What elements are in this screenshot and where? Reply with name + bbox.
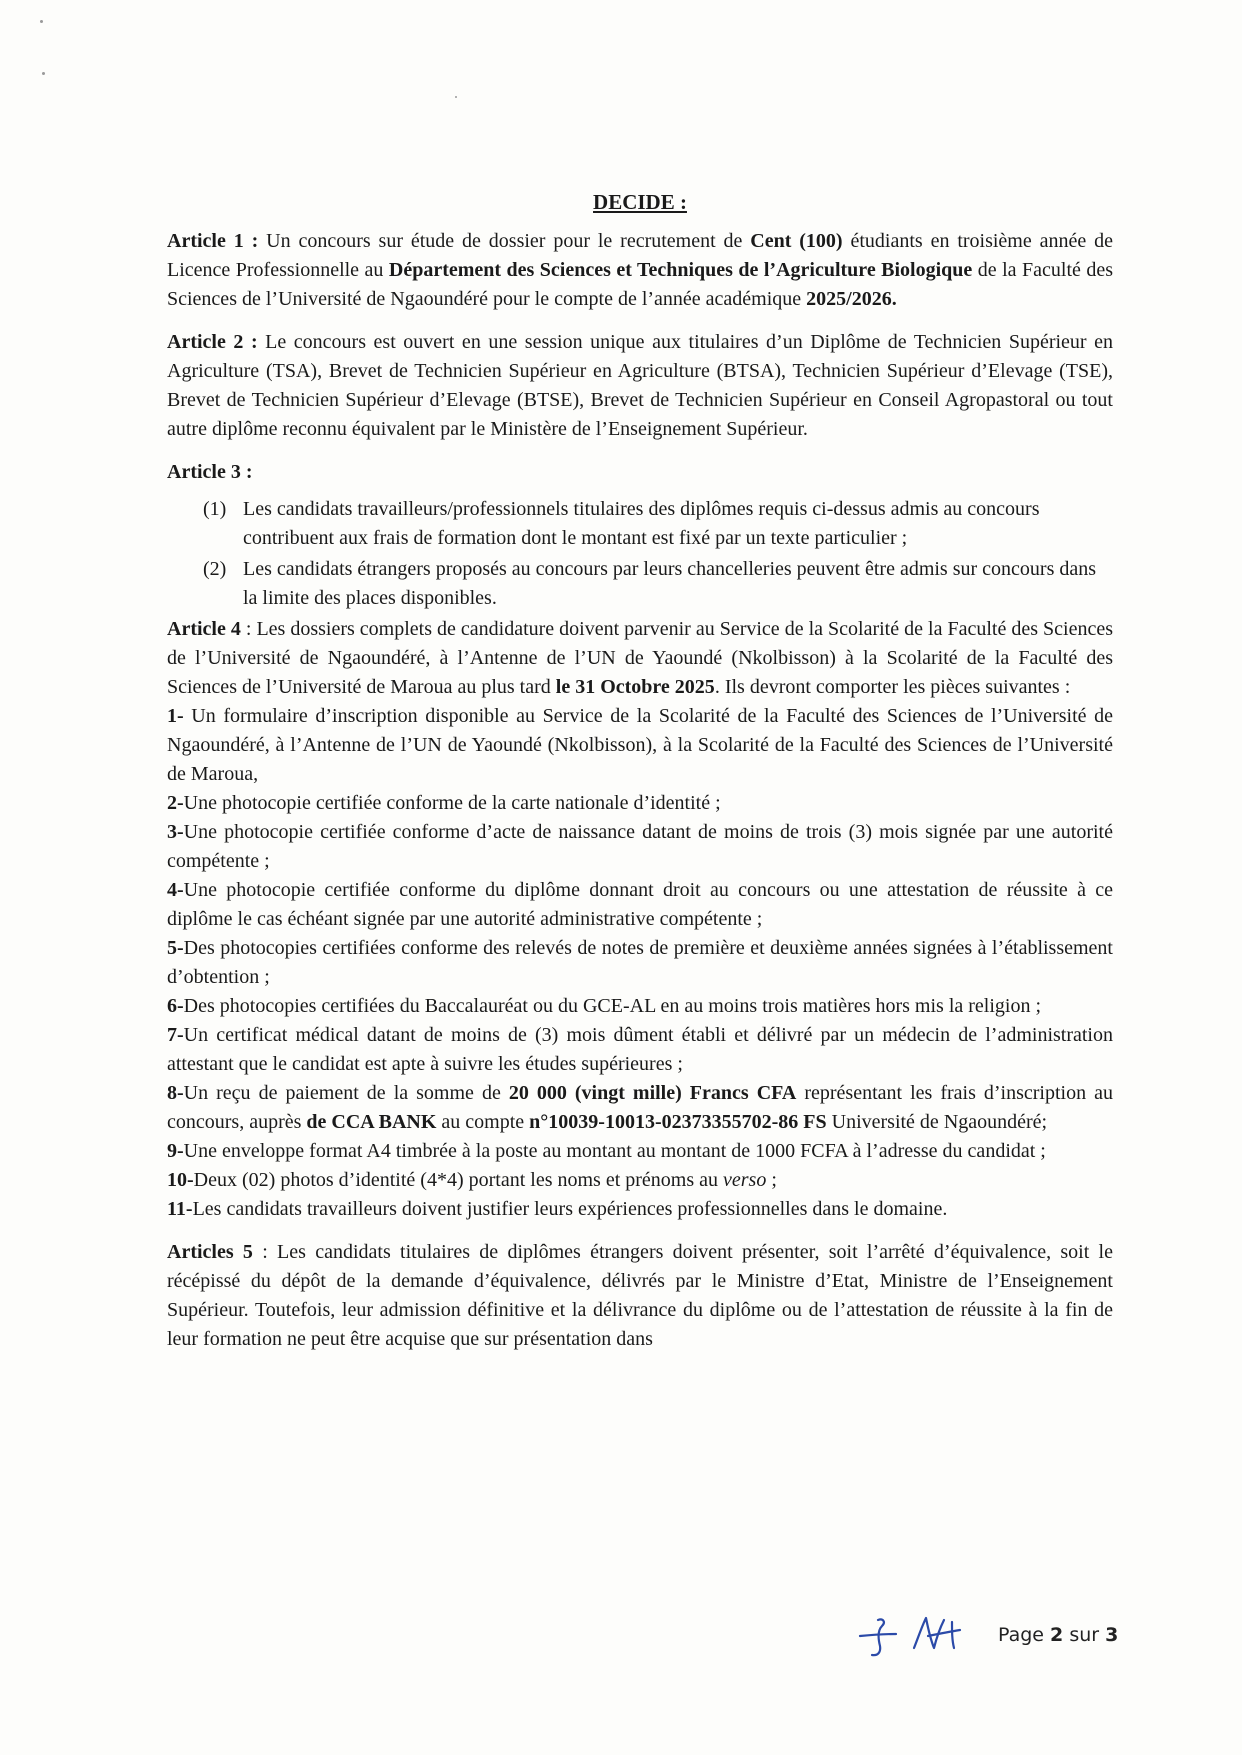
piece-item: 2-Une photocopie certifiée conforme de la carte nationale d’identité ; (167, 792, 721, 814)
scan-speck (40, 20, 43, 23)
list-item: (2) Les candidats étrangers proposés au concours par leurs chancelleries peuvent être admis sur concours dans la limite des places disponibles. (203, 558, 1097, 609)
piece-item: 11-Les candidats travailleurs doivent justifier leurs expériences professionnelles dans le domaine. (167, 1198, 948, 1220)
piece-item: 10-Deux (02) photos d’identité (4*4) portant les noms et prénoms au verso ; (167, 1169, 777, 1191)
scan-speck (42, 72, 45, 75)
article-3-heading (167, 458, 1113, 487)
article-4: Article 4 : Les dossiers complets de candidature doivent parvenir au Service de la Scolarité de la Faculté des Sciences de l’Université de Ngaoundéré, à l’Antenne de l’UN de Yaoundé (Nkolbisson) à la Scolarité de la Faculté des Sciences de l’Université de Maroua au plus tard le 31 Octobre 2025. Ils devront comporter les pièces suivantes : (167, 618, 1113, 698)
article-3-label: Article 3 : (167, 461, 253, 483)
page-footer (848, 1608, 1118, 1664)
piece-item: 7-Un certificat médical datant de moins de (3) mois dûment établi et délivré par un médecin de l’administration attestant que le candidat est apte à suivre les études supérieures ; (167, 1024, 1113, 1075)
list-item: (1) Les candidats travailleurs/professionnels titulaires des diplômes requis ci-dessus admis au concours contribuent aux frais de formation dont le montant est fixé par un texte particulier ; (203, 498, 1040, 549)
piece-item: 4-Une photocopie certifiée conforme du diplôme donnant droit au concours ou une attestation de réussite à ce diplôme le cas échéant signée par une autorité administrative compétente ; (167, 879, 1113, 930)
article-5-label: Articles 5 (167, 1241, 253, 1263)
piece-item: 6-Des photocopies certifiées du Baccalauréat ou du GCE-AL en au moins trois matières hors mis la religion ; (167, 995, 1042, 1017)
article-1-label: Article 1 : (167, 230, 259, 252)
article-3-list (167, 495, 1113, 613)
piece-item: 8-Un reçu de paiement de la somme de 20 000 (vingt mille) Francs CFA représentant les frais d’inscription au concours, auprès de CCA BANK au compte n°10039-10013-02373355702-86 FS Université de Ngaoundéré; (167, 1082, 1113, 1133)
decision-title: DECIDE : (593, 190, 687, 214)
article-2: Article 2 : Le concours est ouvert en une session unique aux titulaires d’un Diplôme de Technicien Supérieur en Agriculture (TSA), Brevet de Technicien Supérieur en Agriculture (BTSA), Technicien Supérieur d’Elevage (TSE), Brevet de Technicien Supérieur d’Elevage (BTSE), Brevet de Technicien Supérieur en Conseil Agropastoral ou tout autre diplôme reconnu équivalent par le Ministère de l’Enseignement Supérieur. (167, 331, 1113, 440)
handwritten-initials (848, 1608, 978, 1664)
article-1: Article 1 : Un concours sur étude de dossier pour le recrutement de Cent (100) étudiants en troisième année de Licence Professionnelle au Département des Sciences et Techniques de l’Agriculture Biologique de la Faculté des Sciences de l’Université de Ngaoundéré pour le compte de l’année académique 2025/2026. (167, 230, 1114, 310)
piece-item: 1- Un formulaire d’inscription disponible au Service de la Scolarité de la Faculté des Sciences de l’Université de Ngaoundéré, à l’Antenne de l’UN de Yaoundé (Nkolbisson), à la Scolarité de la Faculté des Sciences de l’Université de Maroua, (167, 705, 1113, 785)
article-2-label: Article 2 : (167, 331, 258, 353)
scan-speck (455, 96, 457, 98)
article-5: Articles 5 : Les candidats titulaires de diplômes étrangers doivent présenter, soit l’arrêté d’équivalence, soit le récépissé du dépôt de la demande d’équivalence, délivrés par le Ministre d’Etat, Ministre de l’Enseignement Supérieur. Toutefois, leur admission définitive et la délivrance du diplôme ou de l’attestation de réussite à la fin de leur formation ne peut être acquise que sur présentation dans (167, 1241, 1113, 1350)
document-body (167, 188, 1113, 1354)
article-4-label: Article 4 (167, 618, 241, 640)
page-number: Page 2 sur 3 (998, 1624, 1119, 1646)
piece-item: 9-Une enveloppe format A4 timbrée à la poste au montant au montant de 1000 FCFA à l’adresse du candidat ; (167, 1140, 1046, 1162)
piece-item: 5-Des photocopies certifiées conforme des relevés de notes de première et deuxième années signées à l’établissement d’obtention ; (167, 937, 1113, 988)
piece-item: 3-Une photocopie certifiée conforme d’acte de naissance datant de moins de trois (3) mois signée par une autorité compétente ; (167, 821, 1113, 872)
